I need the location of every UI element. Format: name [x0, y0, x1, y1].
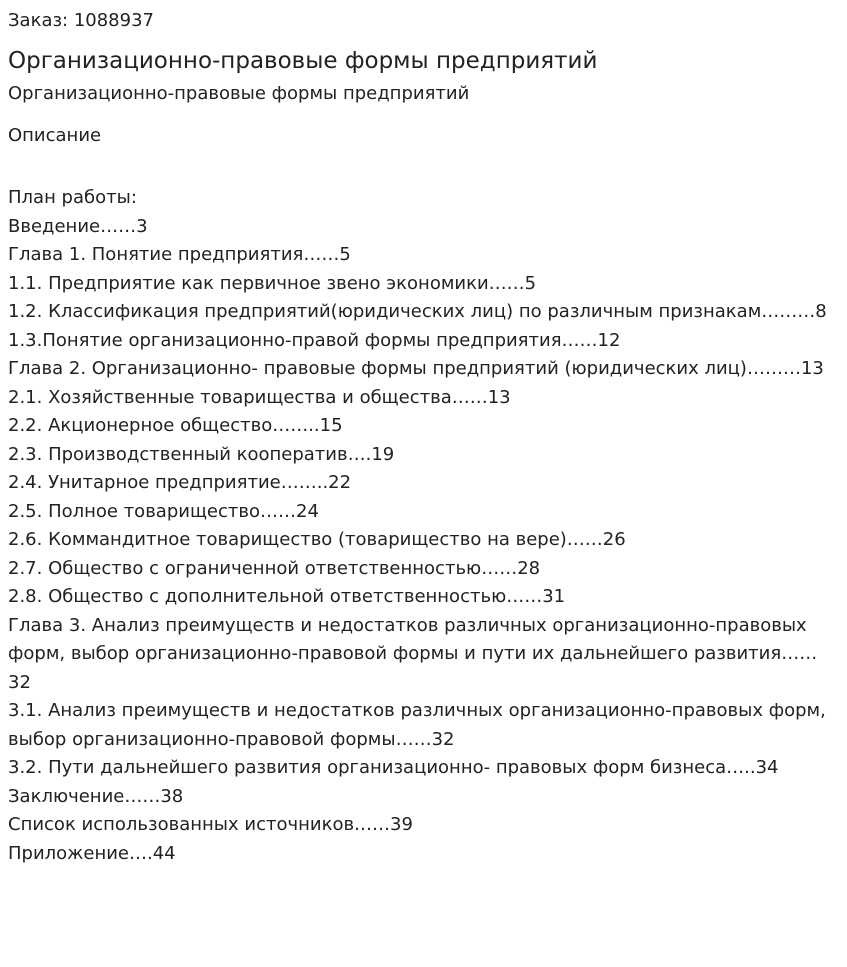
plan-item: Глава 1. Понятие предприятия……5 [8, 244, 351, 265]
work-plan [8, 184, 839, 868]
plan-item: Глава 2. Организационно- правовые формы предприятий (юридических лиц)………13 [8, 358, 824, 379]
plan-item: 2.8. Общество с дополнительной ответственностью……31 [8, 586, 566, 607]
plan-item: 2.3. Производственный кооператив….19 [8, 443, 395, 465]
order-number: Заказ: 1088937 [8, 10, 154, 31]
plan-item: 1.1. Предприятие как первичное звено экономики……5 [8, 272, 537, 294]
plan-item: Приложение….44 [8, 842, 176, 864]
plan-item: 2.2. Акционерное общество……..15 [8, 415, 343, 436]
plan-item: Введение……3 [8, 215, 148, 237]
plan-item: 2.5. Полное товарищество……24 [8, 500, 319, 522]
plan-item: Заключение……38 [8, 785, 184, 807]
plan-item: 1.2. Классификация предприятий(юридических лиц) по различным признакам………8 [8, 301, 827, 322]
plan-item: 3.2. Пути дальнейшего развития организационно- правовых форм бизнеса…..34 [8, 757, 779, 778]
plan-item: 3.1. Анализ преимуществ и недостатков различных организационно-правовых форм, выбор организационно-правовой формы……32 [8, 700, 826, 750]
plan-item: Список использованных источников……39 [8, 814, 413, 835]
plan-heading: План работы: [8, 187, 137, 208]
plan-item: 2.1. Хозяйственные товарищества и общества……13 [8, 386, 511, 408]
plan-item: Глава 3. Анализ преимуществ и недостатков различных организационно-правовых форм, выбор организационно-правовой формы и пути их дальнейшего развития……32 [8, 614, 818, 693]
page-subtitle: Организационно-правовые формы предприятий [8, 83, 470, 104]
page-title: Организационно-правовые формы предприятий [8, 48, 598, 74]
description-heading: Описание [8, 125, 102, 146]
plan-item: 2.7. Общество с ограниченной ответственностью……28 [8, 557, 541, 579]
plan-item: 2.6. Коммандитное товарищество (товарищество на вере)……26 [8, 529, 626, 550]
plan-item: 2.4. Унитарное предприятие……..22 [8, 472, 352, 493]
plan-item: 1.3.Понятие организационно-правой формы предприятия……12 [8, 329, 621, 351]
